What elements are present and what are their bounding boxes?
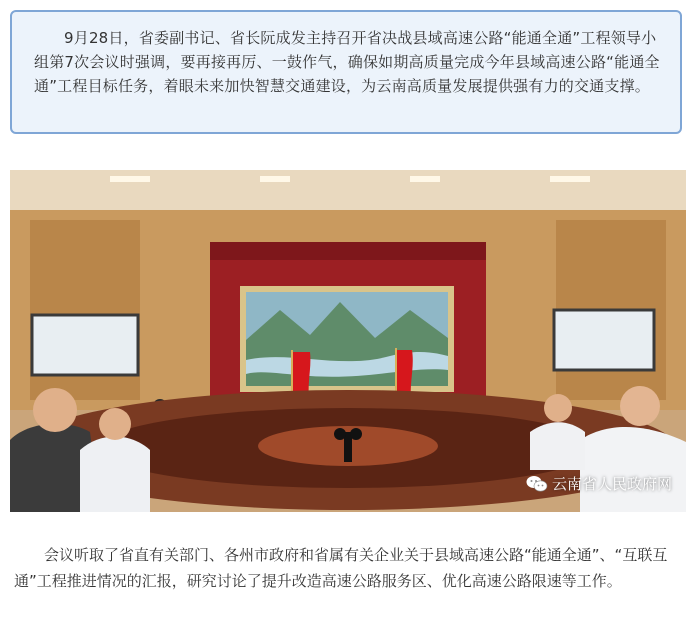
watermark-text: 云南省人民政府网 [551,475,672,493]
summary-box [10,10,682,134]
right-screen [554,310,654,370]
summary-text: 9月28日，省委副书记、省长阮成发主持召开省决战县域高速公路“能通全通”工程领导小组第7次会议时强调，要再接再厉、一鼓作气，确保如期高质量完成今年县域高速公路“能通全通”工程目标任务，着眼未来加快智慧交通建设，为云南高质量发展提供强有力的交通支撑。 [34,29,660,95]
left-screen [32,315,138,375]
watermark [526,473,672,494]
wechat-icon [526,475,548,493]
meeting-photo [10,170,686,512]
meeting-scene [10,170,686,512]
body-text: 会议听取了省直有关部门、各州市政府和省属有关企业关于县域高速公路“能通全通”、“互联互通”工程推进情况的汇报，研究讨论了提升改造高速公路服务区、优化高速公路限速等工作。 [14,546,668,590]
